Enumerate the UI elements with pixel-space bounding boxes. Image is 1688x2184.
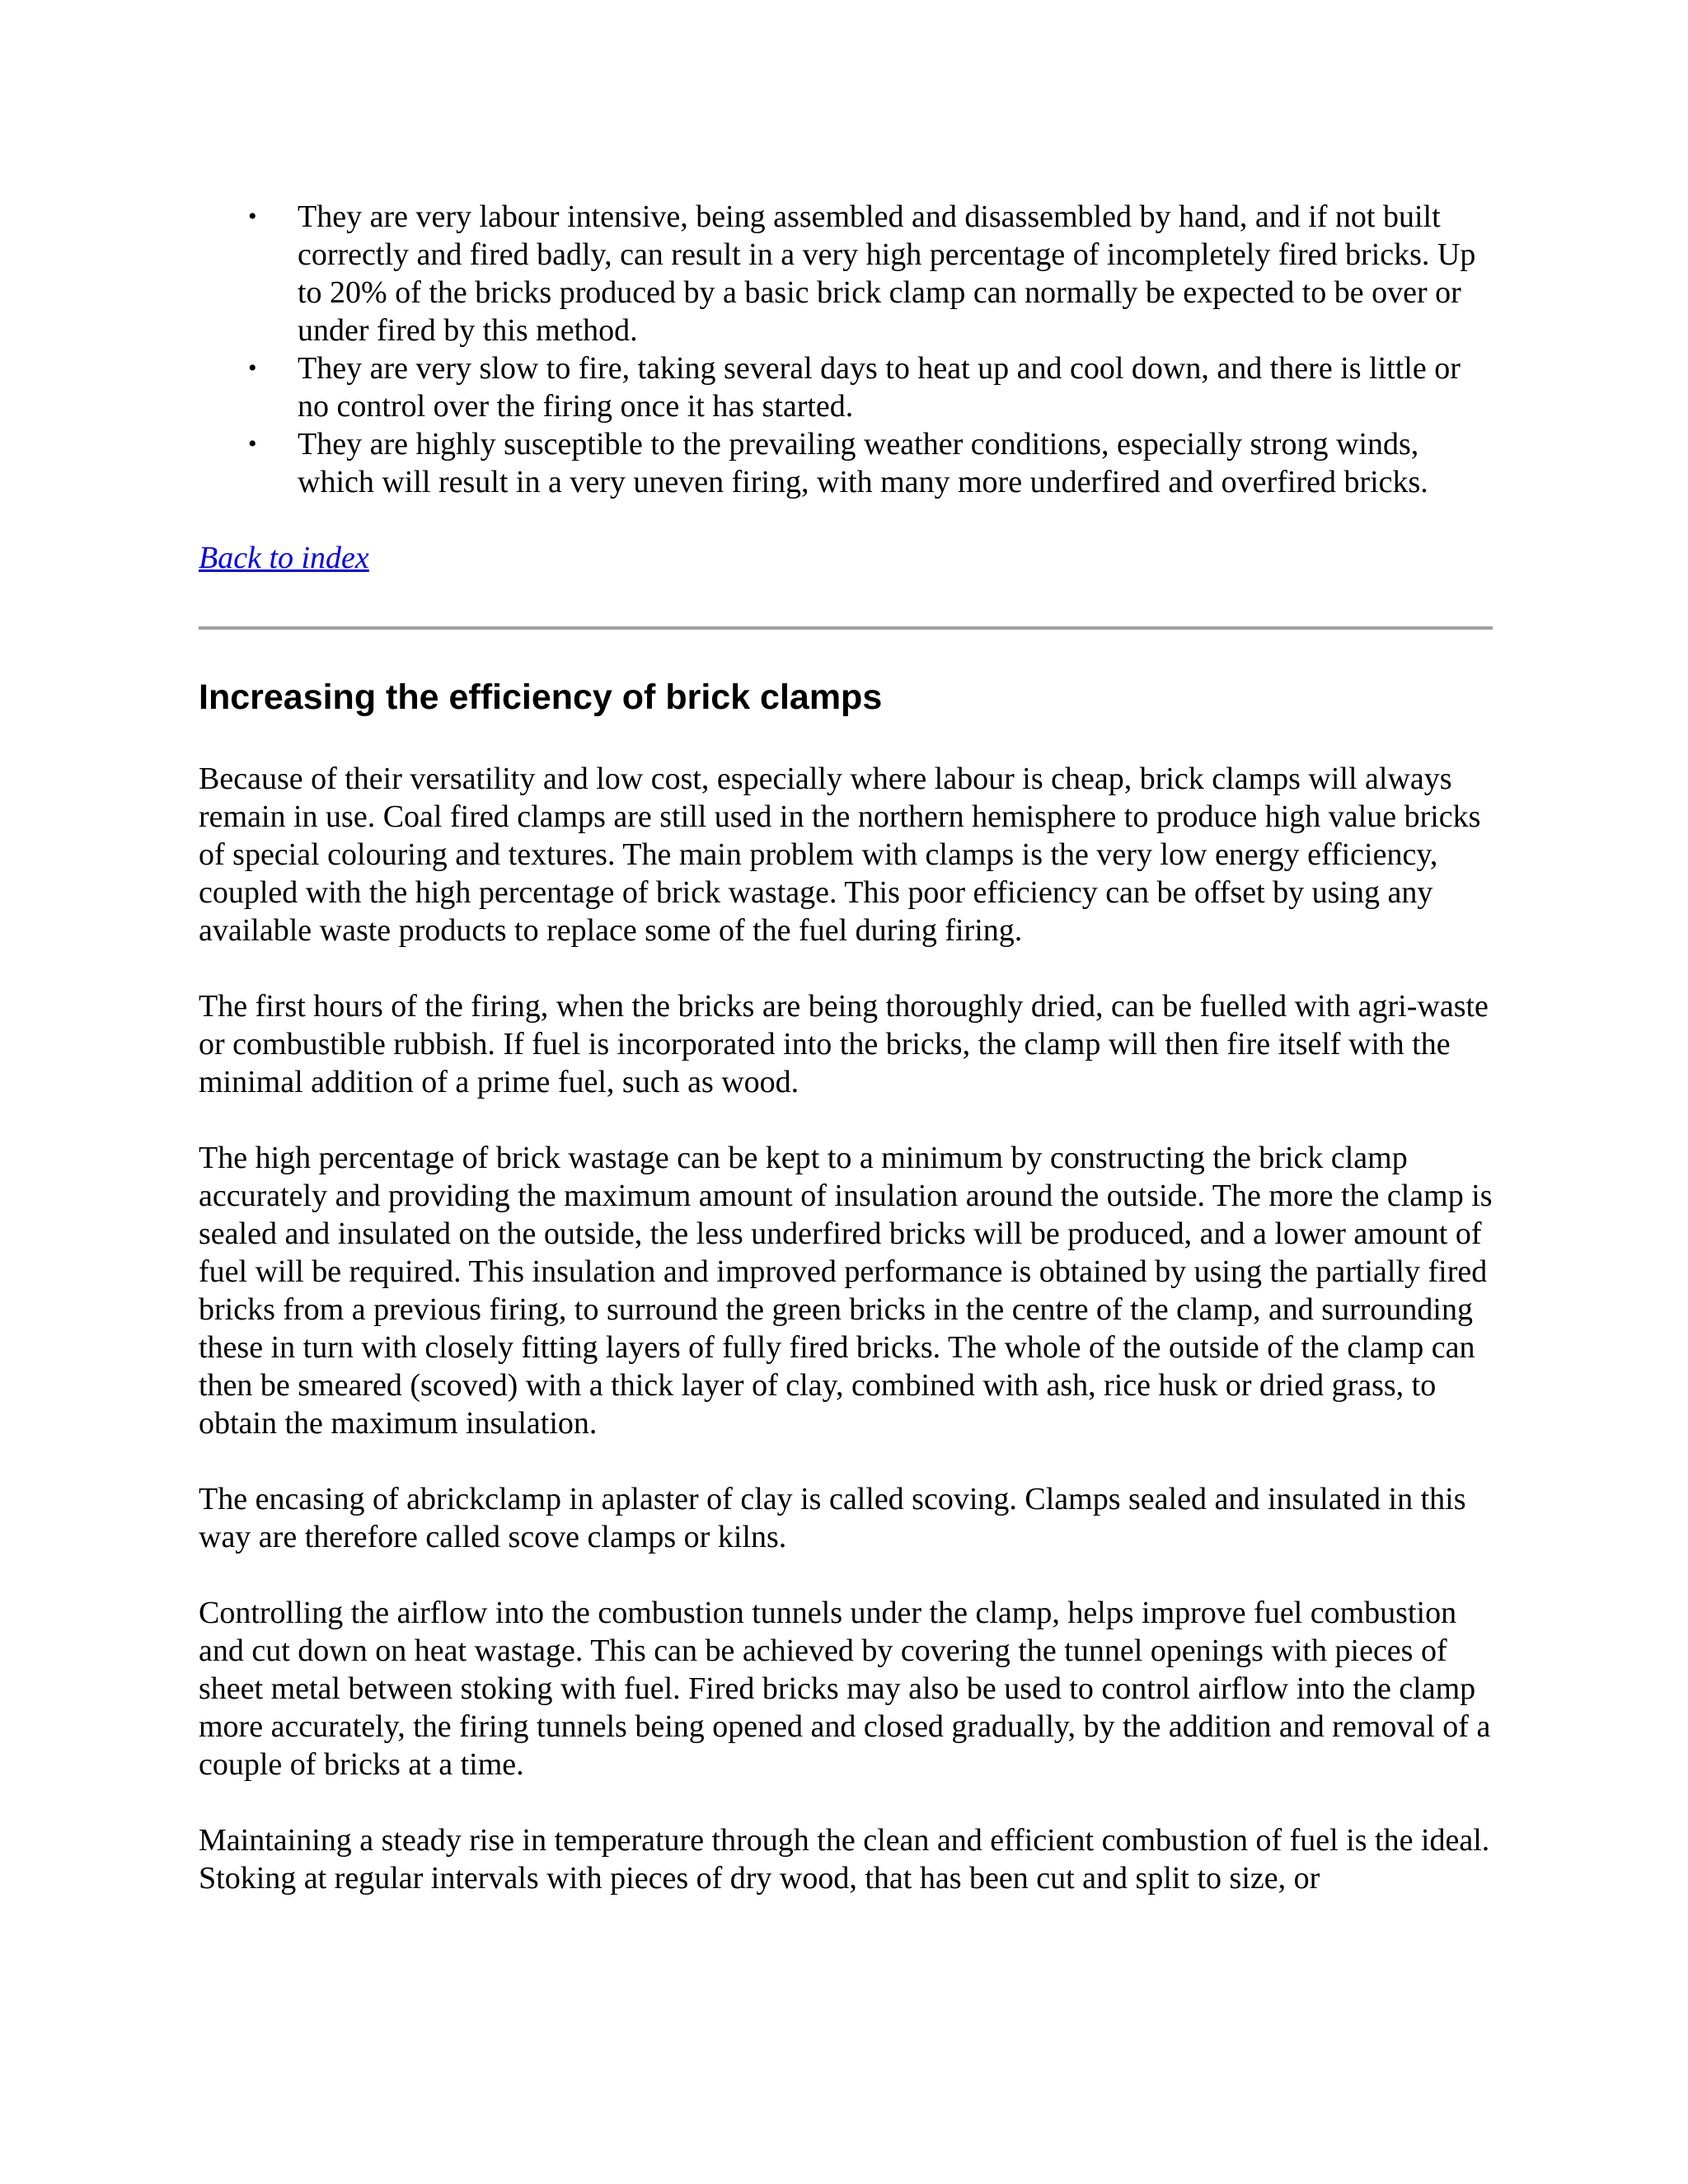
- paragraph: The encasing of abrickclamp in aplaster of clay is called scoving. Clamps sealed and insulated in this way are therefore called scove clamps or kilns.: [199, 1482, 1466, 1554]
- list-item-text: They are very labour intensive, being assembled and disassembled by hand, and if not built correctly and fired badly, can result in a very high percentage of incompletely fired bricks. Up to 20% of the bricks produced by a basic brick clamp can normally be expected to be over or under fired by this method.: [298, 199, 1476, 348]
- paragraph: The high percentage of brick wastage can be kept to a minimum by constructing the brick clamp accurately and providing the maximum amount of insulation around the outside. The more the clamp is sealed and insulated on the outside, the less underfired bricks will be produced, and a lower amount of fuel will be required. This insulation and improved performance is obtained by using the partially fired bricks from a previous firing, to surround the green bricks in the centre of the clamp, and surrounding these in turn with closely fitting layers of fully fired bricks. The whole of the outside of the clamp can then be smeared (scoved) with a thick layer of clay, combined with ash, rice husk or dried grass, to obtain the maximum insulation.: [199, 1141, 1493, 1441]
- list-item-text: They are highly susceptible to the prevailing weather conditions, especially strong winds, which will result in a very uneven firing, with many more underfired and overfired bricks.: [298, 427, 1428, 499]
- bullet-icon: •: [248, 354, 257, 382]
- paragraph: The first hours of the firing, when the bricks are being thoroughly dried, can be fuelled with agri-waste or combustible rubbish. If fuel is incorporated into the bricks, the clamp will then fire itself with the minimal addition of a prime fuel, such as wood.: [199, 989, 1489, 1099]
- list-item: [199, 198, 1493, 349]
- back-to-index-link[interactable]: Back to index: [199, 541, 369, 575]
- disadvantages-list: [199, 198, 1493, 501]
- paragraph: Maintaining a steady rise in temperature through the clean and efficient combustion of fuel is the ideal. Stoking at regular intervals with pieces of dry wood, that has been cut and split to size, or: [199, 1823, 1490, 1896]
- document-page: [199, 198, 1493, 1897]
- horizontal-divider: [199, 626, 1493, 630]
- list-item-text: They are very slow to fire, taking several days to heat up and cool down, and there is little or no control over the firing once it has started.: [298, 351, 1461, 424]
- bullet-icon: •: [248, 203, 257, 230]
- paragraph: Controlling the airflow into the combustion tunnels under the clamp, helps improve fuel combustion and cut down on heat wastage. This can be achieved by covering the tunnel openings with pieces of sheet metal between stoking with fuel. Fired bricks may also be used to control airflow into the clamp more accurately, the firing tunnels being opened and closed gradually, by the addition and removal of a couple of bricks at a time.: [199, 1596, 1491, 1782]
- bullet-icon: •: [248, 430, 257, 457]
- section-heading: Increasing the efficiency of brick clamps: [199, 677, 883, 717]
- paragraph: Because of their versatility and low cost, especially where labour is cheap, brick clamps will always remain in use. Coal fired clamps are still used in the northern hemisphere to produce high value bricks of special colouring and textures. The main problem with clamps is the very low energy efficiency, coupled with the high percentage of brick wastage. This poor efficiency can be offset by using any available waste products to replace some of the fuel during firing.: [199, 762, 1481, 948]
- list-item: [199, 349, 1493, 425]
- list-item: [199, 425, 1493, 501]
